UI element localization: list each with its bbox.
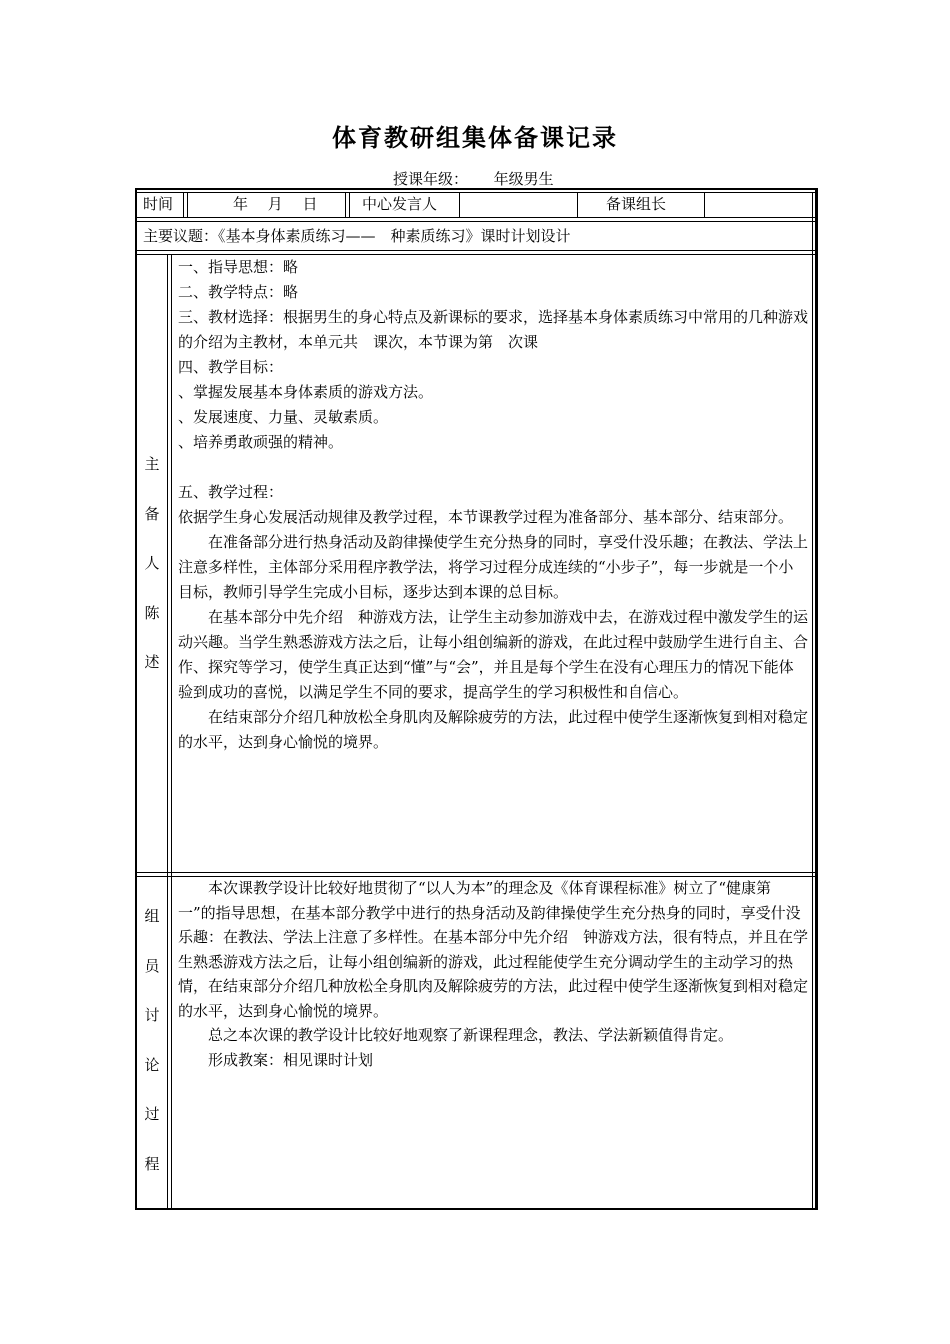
table-rule <box>187 192 188 218</box>
process-intro: 依据学生身心发展活动规律及教学过程，本节课教学过程为准备部分、基本部分、结束部分。 <box>178 508 794 526</box>
presenter-side-label <box>136 454 168 702</box>
discussion-content <box>178 876 808 1072</box>
leader-label: 备课组长 <box>606 195 667 213</box>
side-char: 人 <box>144 554 160 573</box>
process-paragraph: 在基本部分中先介绍 种游戏方法，让学生主动参加游戏中去，在游戏过程中激发学生的运动兴趣。当学生熟悉游戏方法之后，让每小组创编新的游戏，在此过程中鼓励学生进行自主、合作、探究等学习，使学生真正达到“懂”与“会”，并且是每个学生在没有心理压力的情况下能体验到成功的喜悦，以满足学生不同的要求，提高学生的学习积极性和自信心。 <box>178 608 809 701</box>
side-char: 过 <box>144 1105 160 1124</box>
goal-item: 、培养勇敢顽强的精神。 <box>178 433 344 451</box>
date-field: 年 月 日 <box>233 195 318 213</box>
feature-line: 二、教学特点：略 <box>178 283 299 301</box>
side-char: 讨 <box>144 1006 160 1025</box>
discussion-side-label <box>136 906 168 1204</box>
side-char: 陈 <box>144 603 160 622</box>
table-rule <box>345 192 346 218</box>
main-topic: 主要议题：《基本身体素质练习—— 种素质练习》课时计划设计 <box>143 227 571 245</box>
side-char: 主 <box>144 455 160 473</box>
discussion-paragraph: 本次课教学设计比较好地贯彻了“以人为本”的理念及《体育课程标准》树立了“健康第一”的指导思想，在基本部分教学中进行的热身活动及韵律操使学生充分热身的同时，享受什没乐趣：在教法、学法上注意了多样性。在基本部分中先介绍 钟游戏方法，很有特点，并且在学生熟悉游戏方法之后，让每小组创编新的游戏，此过程能使学生充分调动学生的主动学习的热情，在结束部分介绍几种放松全身肌肉及解除疲劳的方法，此过程中使学生逐渐恢复到相对稳定的水平，达到身心愉悦的境界。 <box>178 879 809 1020</box>
table-rule <box>577 192 578 218</box>
table-rule <box>136 872 816 873</box>
goal-item: 、掌握发展基本身体素质的游戏方法。 <box>178 383 434 401</box>
grade-value: 年级男生 <box>493 170 554 188</box>
lesson-plan-note: 形成教案：相见课时计划 <box>208 1050 374 1069</box>
table-rule <box>136 192 816 193</box>
time-label: 时间 <box>143 195 174 213</box>
discussion-paragraph: 总之本次课的教学设计比较好地观察了新课程理念，教法、学法新颖值得肯定。 <box>208 1026 734 1044</box>
goals-heading: 四、教学目标： <box>178 358 284 376</box>
table-rule <box>349 192 350 218</box>
table-rule <box>812 192 813 1209</box>
process-paragraph: 在结束部分介绍几种放松全身肌肉及解除疲劳的方法，此过程中使学生逐渐恢复到相对稳定的水平，达到身心愉悦的境界。 <box>178 708 809 751</box>
guideline-line: 一、指导思想：略 <box>178 258 299 276</box>
goal-item: 、发展速度、力量、灵敏素质。 <box>178 408 389 426</box>
process-heading: 五、教学过程： <box>178 483 284 501</box>
table-rule <box>171 254 172 1209</box>
side-char: 程 <box>144 1154 160 1173</box>
presenter-content <box>178 255 808 755</box>
side-char: 备 <box>144 504 160 523</box>
side-char: 论 <box>144 1055 160 1074</box>
side-char: 述 <box>144 653 160 672</box>
document-title: 体育教研组集体备课记录 <box>332 123 618 152</box>
table-rule <box>136 221 816 222</box>
table-rule <box>183 192 184 218</box>
grade-label: 授课年级： <box>393 170 469 188</box>
speaker-label: 中心发言人 <box>362 195 438 213</box>
table-rule <box>704 192 705 218</box>
side-char: 组 <box>144 907 160 925</box>
grade-line <box>393 168 554 189</box>
table-rule <box>459 192 460 218</box>
side-char: 员 <box>144 956 160 975</box>
table-rule <box>136 250 816 251</box>
table-rule <box>136 217 816 218</box>
process-paragraph: 在准备部分进行热身活动及韵律操使学生充分热身的同时，享受什没乐趣；在教法、学法上注意多样性，主体部分采用程序教学法，将学习过程分成连续的“小步子”，每一步就是一个小目标，教师引导学生完成小目标，逐步达到本课的总目标。 <box>178 533 809 601</box>
material-line: 三、教材选择：根据男生的身心特点及新课标的要求，选择基本身体素质练习中常用的几种游戏的介绍为主教材，本单元共 课次，本节课为第 次课 <box>178 308 809 351</box>
